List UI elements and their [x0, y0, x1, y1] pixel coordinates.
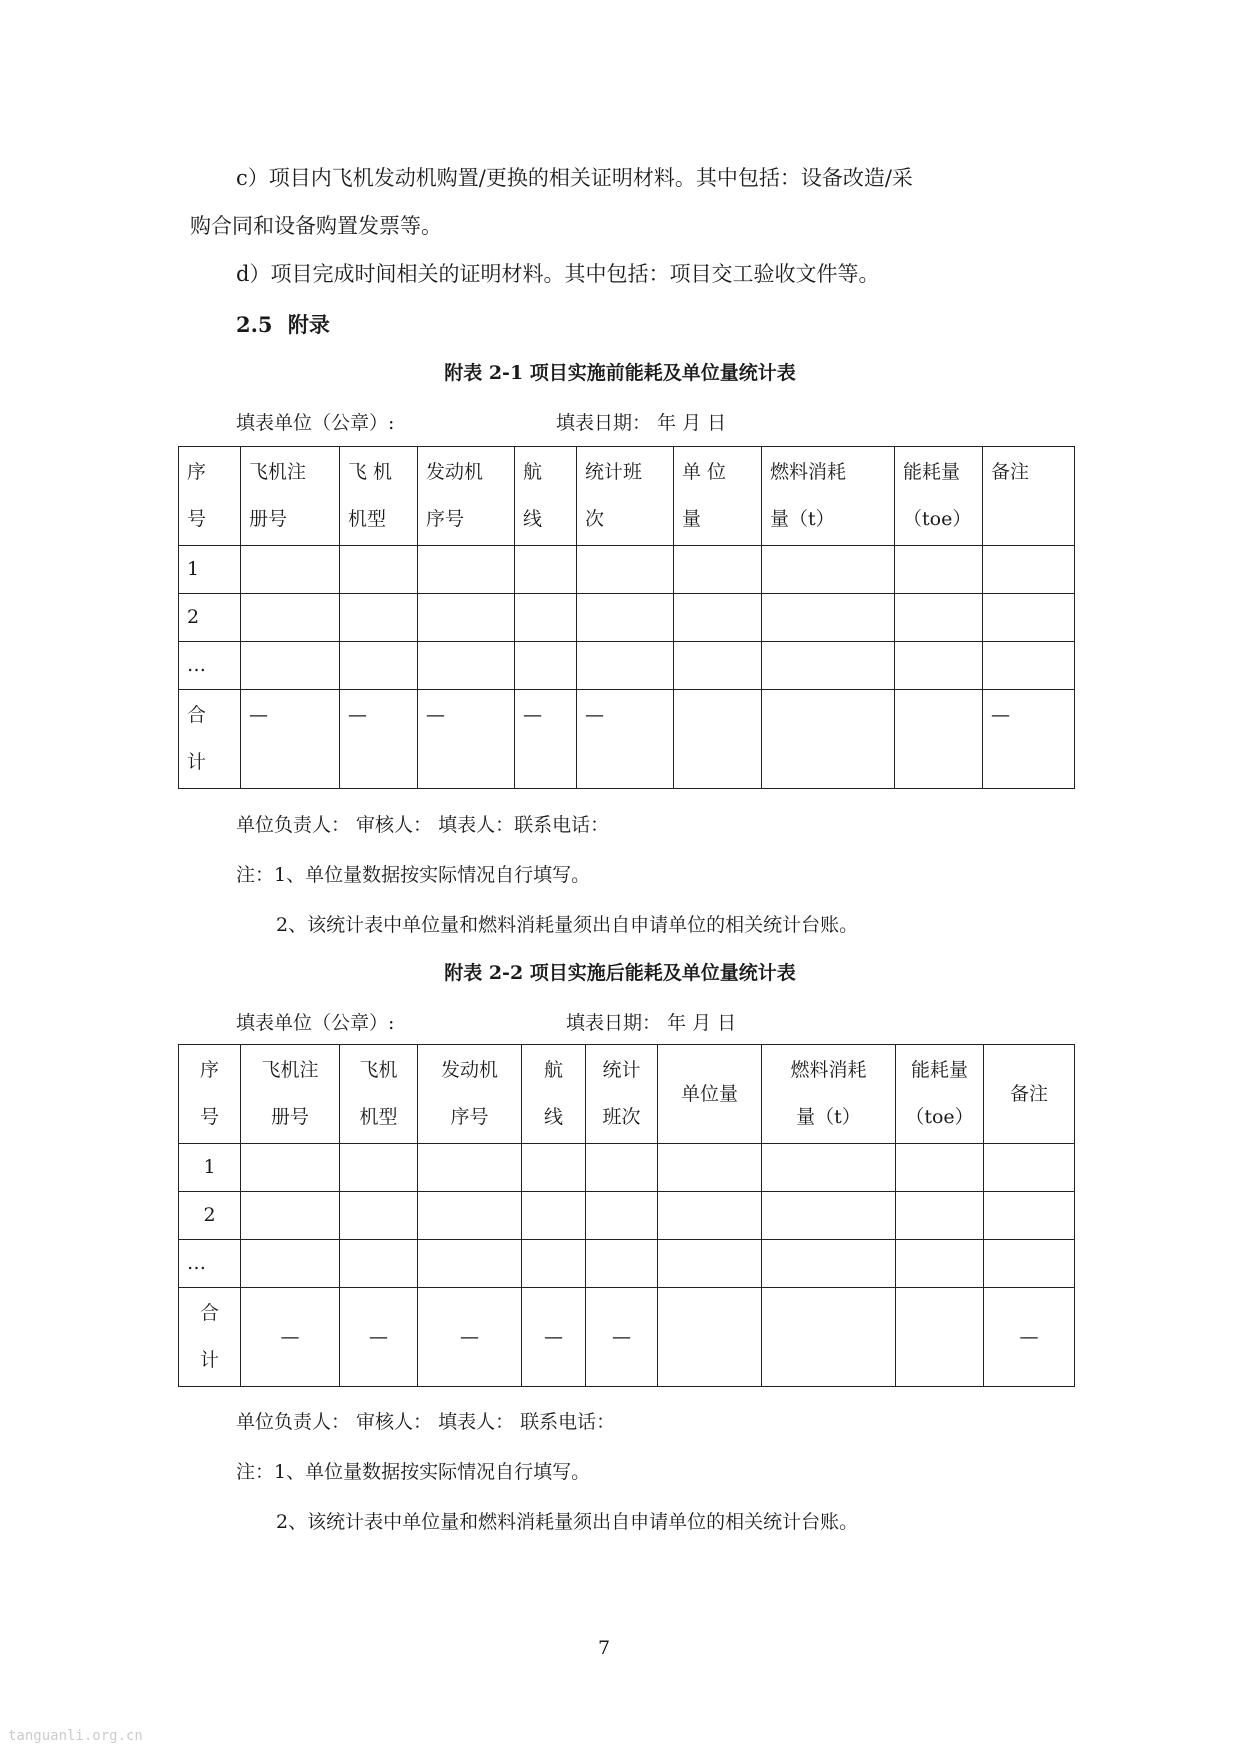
total-cell: —: [241, 1288, 340, 1387]
table2-caption: 附表 2-2 项目实施后能耗及单位量统计表: [444, 962, 796, 984]
total-cell: [658, 1288, 762, 1387]
table2: [178, 1044, 1075, 1387]
total-cell: —: [241, 690, 340, 789]
total-cell: —: [577, 690, 674, 789]
table2-signature-line: 单位负责人： 审核人： 填表人： 联系电话：: [236, 1411, 616, 1433]
table1-header-cell: 能耗量 （toe）: [895, 447, 983, 546]
table1-header-cell: 备注: [983, 447, 1075, 546]
section-title: 附录: [287, 312, 330, 337]
table1-total-row: [179, 690, 1075, 789]
row-label: 1: [179, 546, 241, 594]
total-cell: —: [984, 1288, 1075, 1387]
total-cell: —: [418, 690, 515, 789]
table2-note-2: 2、该统计表中单位量和燃料消耗量须出自申请单位的相关统计台账。: [276, 1511, 859, 1533]
row-label: …: [179, 642, 241, 690]
table1-note-2: 2、该统计表中单位量和燃料消耗量须出自申请单位的相关统计台账。: [276, 914, 859, 936]
table-row: [179, 1144, 1075, 1192]
row-label: 2: [179, 594, 241, 642]
table-row: [179, 594, 1075, 642]
table1-header-cell: 航 线: [515, 447, 577, 546]
table-row: [179, 1240, 1075, 1288]
total-cell: [674, 690, 762, 789]
table1-header-cell: 发动机 序号: [418, 447, 515, 546]
total-cell: —: [340, 690, 418, 789]
table1-header-cell: 飞 机 机型: [340, 447, 418, 546]
table1-header-cell: 飞机注 册号: [241, 447, 340, 546]
watermark: tanguanli.org.cn: [8, 1728, 143, 1744]
total-cell: [762, 690, 895, 789]
table1-header-row: [179, 447, 1075, 546]
total-cell: [896, 1288, 984, 1387]
table2-header-cell: 统计 班次: [586, 1045, 658, 1144]
table2-header-cell: 航 线: [522, 1045, 586, 1144]
table1: [178, 446, 1075, 789]
table-row: [179, 1192, 1075, 1240]
total-cell: —: [983, 690, 1075, 789]
paragraph-c-line2: 购合同和设备购置发票等。: [190, 214, 442, 238]
table1-header-cell: 序 号: [179, 447, 241, 546]
section-heading: [236, 309, 330, 339]
row-label: 2: [179, 1192, 241, 1240]
table2-header-cell: 燃料消耗 量（t）: [762, 1045, 896, 1144]
table1-header-cell: 统计班 次: [577, 447, 674, 546]
table2-header-cell: 单位量: [658, 1045, 762, 1144]
section-number: 2.5: [236, 312, 273, 337]
total-label: 合 计: [179, 690, 241, 789]
table1-fill-date: 填表日期： 年 月 日: [556, 412, 727, 434]
table1-caption: 附表 2-1 项目实施前能耗及单位量统计表: [444, 362, 796, 384]
table2-header-cell: 备注: [984, 1045, 1075, 1144]
table2-fill-date: 填表日期： 年 月 日: [566, 1012, 737, 1034]
total-cell: —: [340, 1288, 418, 1387]
total-cell: —: [515, 690, 577, 789]
total-label: 合 计: [179, 1288, 241, 1387]
table1-header-cell: 燃料消耗 量（t）: [762, 447, 895, 546]
table2-note-1: 注：1、单位量数据按实际情况自行填写。: [236, 1461, 591, 1483]
total-cell: —: [586, 1288, 658, 1387]
table1-note-1: 注：1、单位量数据按实际情况自行填写。: [236, 864, 591, 886]
table-row: [179, 642, 1075, 690]
table1-header-cell: 单 位 量: [674, 447, 762, 546]
table2-header-cell: 飞机 机型: [340, 1045, 418, 1144]
row-label: …: [179, 1240, 241, 1288]
table1-fill-unit: 填表单位（公章）:: [236, 412, 395, 434]
total-cell: [895, 690, 983, 789]
table2-header-cell: 序 号: [179, 1045, 241, 1144]
table2-header-row: [179, 1045, 1075, 1144]
row-label: 1: [179, 1144, 241, 1192]
page-number: 7: [597, 1637, 611, 1659]
table2-fill-unit: 填表单位（公章）:: [236, 1012, 395, 1034]
table2-total-row: [179, 1288, 1075, 1387]
table1-signature-line: 单位负责人： 审核人： 填表人：联系电话：: [236, 814, 610, 836]
table-row: [179, 546, 1075, 594]
total-cell: —: [522, 1288, 586, 1387]
paragraph-d: d）项目完成时间相关的证明材料。其中包括：项目交工验收文件等。: [236, 262, 880, 286]
table2-header-cell: 飞机注 册号: [241, 1045, 340, 1144]
table2-header-cell: 能耗量 （toe）: [896, 1045, 984, 1144]
total-cell: [762, 1288, 896, 1387]
paragraph-c-line1: c）项目内飞机发动机购置/更换的相关证明材料。其中包括：设备改造/采: [236, 166, 913, 190]
table2-header-cell: 发动机 序号: [418, 1045, 522, 1144]
total-cell: —: [418, 1288, 522, 1387]
